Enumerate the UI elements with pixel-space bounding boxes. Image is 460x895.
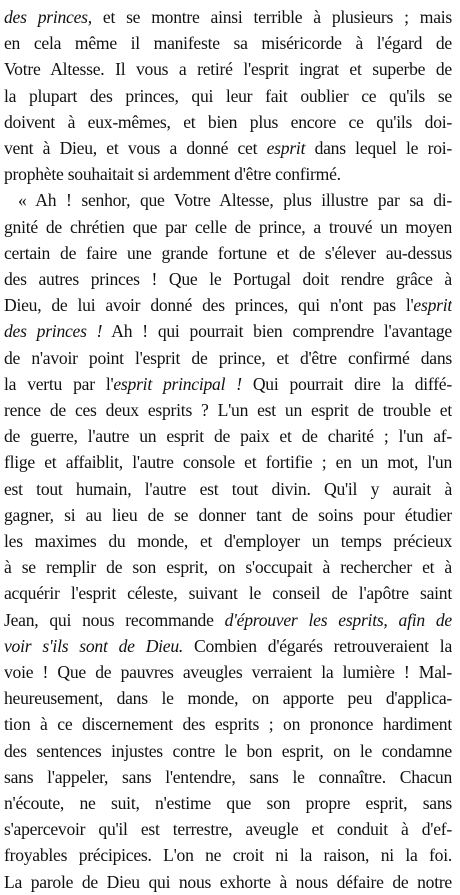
text-line bbox=[4, 423, 452, 449]
text-line bbox=[4, 528, 452, 554]
text-segment: des sentences injustes contre le bon esprit, on le condamne bbox=[4, 740, 452, 761]
text-line bbox=[4, 764, 452, 790]
text-segment: froyables précipices. L'on ne croit ni la raison, ni la foi. bbox=[4, 845, 452, 866]
italic-text: des princes ! bbox=[4, 321, 103, 342]
italic-text: esprit principal ! bbox=[113, 373, 242, 394]
text-line bbox=[4, 711, 452, 737]
text-line bbox=[4, 266, 452, 292]
text-line bbox=[4, 240, 452, 266]
text-segment: en cela même il manifeste sa miséricorde à l'égard de bbox=[4, 33, 452, 54]
text-line bbox=[4, 161, 452, 187]
text-line bbox=[4, 345, 452, 371]
text-segment: La parole de Dieu qui nous exhorte à nous défaire de notre bbox=[4, 871, 452, 892]
text-segment: à se remplir de son esprit, on s'occupait à rechercher et à bbox=[4, 557, 452, 578]
text-line bbox=[4, 397, 452, 423]
text-segment: de guerre, l'autre un esprit de paix et de charité ; l'un af- bbox=[4, 426, 452, 447]
italic-text: des princes, bbox=[4, 7, 92, 27]
italic-text: voir s'ils sont de Dieu. bbox=[4, 635, 184, 656]
italic-text: esprit bbox=[413, 295, 452, 316]
text-segment: gnité de chrétien que par celle de prince, a trouvé un moyen bbox=[4, 216, 452, 237]
text-segment: Dieu, de lui avoir donné des princes, qui n'ont pas l' bbox=[4, 295, 414, 316]
text-line bbox=[4, 842, 452, 868]
text-segment: de n'avoir point l'esprit de prince, et d'être confirmé dans bbox=[4, 347, 452, 368]
text-segment: doivent à eux-mêmes, et bien plus encore ce qu'ils doi- bbox=[4, 111, 452, 132]
text-segment: et se montre ainsi terrible à plusieurs ; mais bbox=[91, 7, 452, 27]
text-line bbox=[4, 30, 452, 56]
text-line bbox=[4, 135, 452, 161]
text-segment: s'apercevoir qu'il est terrestre, aveugle et conduit à d'ef- bbox=[4, 819, 452, 840]
text-line bbox=[4, 633, 452, 659]
text-segment: gagner, si au lieu de se donner tant de soins pour étudier bbox=[4, 504, 452, 525]
text-segment: la vertu par l' bbox=[4, 373, 114, 394]
text-segment: tion à ce discernement des esprits ; on prononce hardiment bbox=[4, 714, 452, 735]
text-line bbox=[4, 476, 452, 502]
text-line bbox=[4, 292, 452, 318]
text-line bbox=[4, 816, 452, 842]
text-segment: voie ! Que de pauvres aveugles verraient la lumière ! Mal- bbox=[4, 662, 452, 682]
text-segment: des autres princes ! Que le Portugal doit rendre grâce à bbox=[4, 269, 452, 289]
text-segment: prophète souhaitait si ardemment d'être confirmé. bbox=[4, 164, 341, 185]
text-line bbox=[4, 659, 452, 685]
text-line bbox=[4, 214, 452, 240]
text-line bbox=[4, 4, 452, 30]
text-line bbox=[4, 109, 452, 135]
text-segment: est tout humain, l'autre est tout divin. Qu'il y aurait à bbox=[4, 478, 452, 499]
text-segment: flige et affaiblit, l'autre console et fortifie ; en un mot, l'un bbox=[4, 452, 452, 473]
text-segment: « Ah ! senhor, que Votre Altesse, plus illustre par sa di- bbox=[18, 190, 452, 211]
text-segment: certain de faire une grande fortune et de s'élever au-dessus bbox=[4, 242, 452, 263]
text-segment: Jean, qui nous recommande bbox=[4, 609, 225, 630]
text-line bbox=[4, 869, 452, 895]
text-segment: dans lequel le roi- bbox=[305, 138, 452, 158]
italic-text: esprit bbox=[266, 138, 306, 158]
italic-text: d'éprouver les esprits, afin de bbox=[224, 609, 452, 630]
text-line bbox=[4, 790, 452, 816]
text-segment: Combien d'égarés retrouveraient la bbox=[183, 635, 452, 656]
text-line bbox=[18, 187, 452, 213]
text-line bbox=[4, 371, 452, 397]
text-line bbox=[4, 502, 452, 528]
text-line bbox=[4, 318, 452, 344]
text-segment: n'écoute, ne suit, n'estime que son propre esprit, sans bbox=[4, 793, 452, 813]
text-line bbox=[4, 56, 452, 82]
text-line bbox=[4, 580, 452, 606]
text-line bbox=[4, 738, 452, 764]
text-segment: Ah ! qui pourrait bien comprendre l'avantage bbox=[102, 321, 452, 342]
text-segment: Qui pourrait dire la diffé- bbox=[241, 373, 452, 394]
text-line bbox=[4, 607, 452, 633]
text-line bbox=[4, 449, 452, 475]
text-segment: la plupart des princes, qui leur fait oublier ce qu'ils se bbox=[4, 85, 452, 106]
text-segment: heureusement, dans le monde, on apporte peu d'applica- bbox=[4, 688, 452, 709]
text-line bbox=[4, 83, 452, 109]
text-line bbox=[4, 685, 452, 711]
text-segment: Votre Altesse. Il vous a retiré l'esprit ingrat et superbe de bbox=[4, 59, 452, 80]
text-segment: les maximes du monde, et d'employer un temps précieux bbox=[4, 531, 452, 551]
text-segment: vent à Dieu, et vous a donné cet bbox=[4, 138, 267, 158]
text-line bbox=[4, 554, 452, 580]
text-segment: rence de ces deux esprits ? L'un est un esprit de trouble et bbox=[4, 400, 452, 420]
text-segment: sans l'appeler, sans l'entendre, sans le connaître. Chacun bbox=[4, 766, 452, 787]
text-segment: acquérir l'esprit céleste, suivant le conseil de l'apôtre saint bbox=[4, 583, 452, 604]
